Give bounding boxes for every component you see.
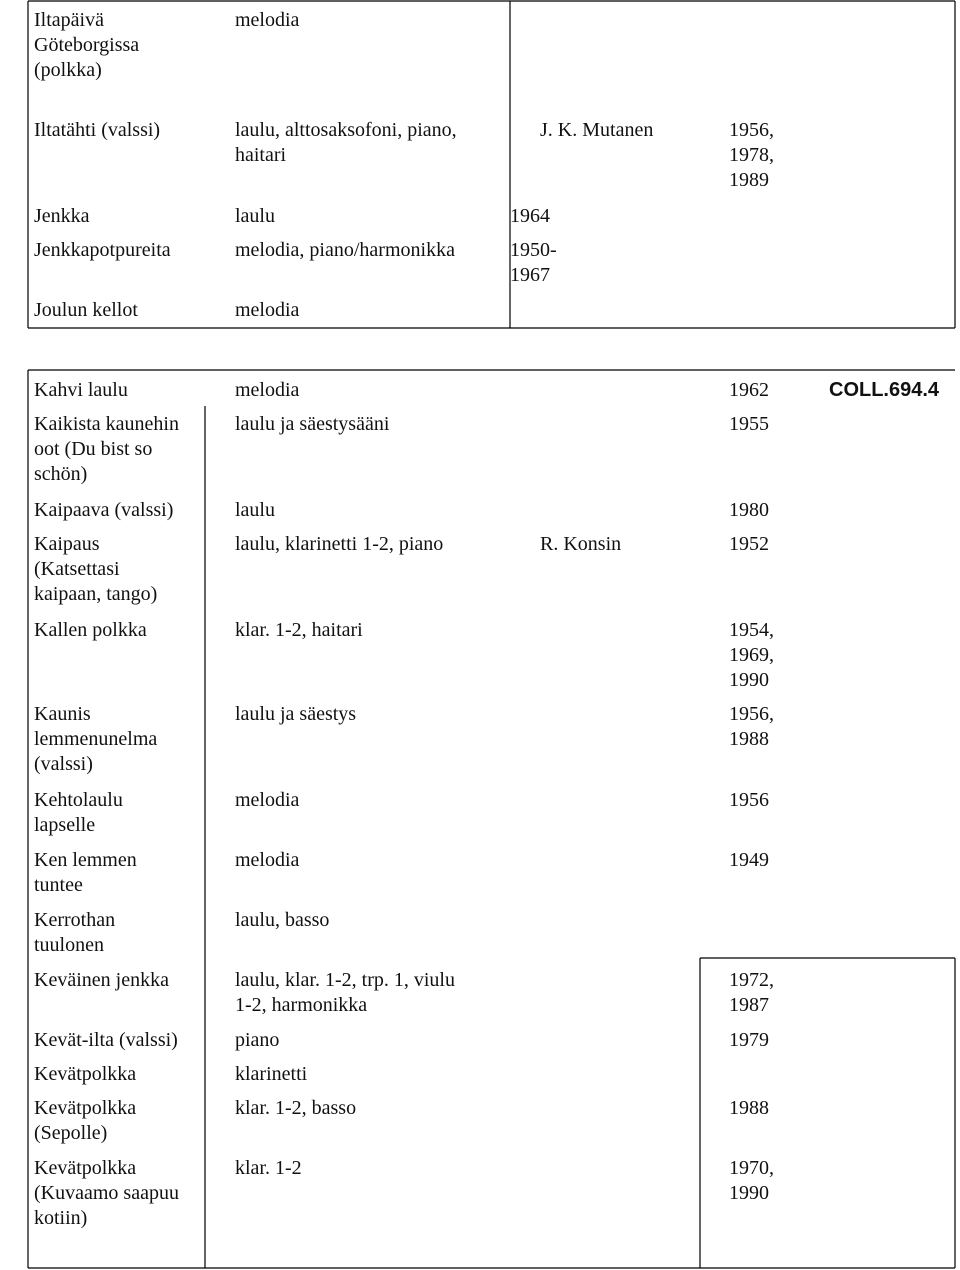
- work-title: Kaipaus (Katsettasi kaipaan, tango): [34, 533, 158, 605]
- table-row: [30, 372, 954, 406]
- years: 1972, 1987: [729, 969, 774, 1016]
- arranger: J. K. Mutanen: [540, 119, 654, 141]
- years: 1964: [510, 205, 550, 227]
- work-title: Kahvi laulu: [34, 379, 128, 401]
- instrumentation: klar. 1-2: [235, 1157, 302, 1179]
- work-title: Ken lemmen tuntee: [34, 849, 137, 896]
- instrumentation: melodia: [235, 379, 300, 401]
- work-title: Kehtolaulu lapselle: [34, 789, 123, 836]
- instrumentation: laulu ja säestysääni: [235, 413, 390, 435]
- table-row: [30, 696, 954, 782]
- instrumentation: melodia: [235, 299, 300, 321]
- years: 1952: [729, 533, 769, 555]
- instrumentation: melodia: [235, 849, 300, 871]
- collection-code: COLL.694.4: [829, 379, 940, 401]
- work-title: Kaunis lemmenunelma (valssi): [34, 703, 158, 775]
- instrumentation: melodia: [235, 9, 300, 31]
- table-row: [30, 198, 954, 232]
- years: 1980: [729, 499, 769, 521]
- work-title: Kevätpolkka (Sepolle): [34, 1097, 137, 1144]
- years: 1949: [729, 849, 769, 871]
- work-title: Joulun kellot: [34, 299, 138, 321]
- table-row: [30, 2, 954, 112]
- table-row: [30, 406, 954, 492]
- table-row: [30, 492, 954, 526]
- work-title: Iltatähti (valssi): [34, 119, 161, 141]
- works-table-1: [30, 2, 954, 327]
- work-title: Kaipaava (valssi): [34, 499, 174, 521]
- instrumentation: klar. 1-2, haitari: [235, 619, 363, 641]
- instrumentation: laulu: [235, 499, 275, 521]
- years: 1956, 1988: [729, 703, 774, 750]
- table-row: [30, 112, 954, 198]
- years: 1956: [729, 789, 769, 811]
- work-title: Jenkkapotpureita: [34, 239, 171, 261]
- work-title: Kevät-ilta (valssi): [34, 1029, 178, 1051]
- table-row: [30, 292, 954, 327]
- work-title: Iltapäivä Göteborgissa (polkka): [34, 9, 140, 81]
- table-row: [30, 1056, 954, 1090]
- table-row: [30, 526, 954, 612]
- work-title: Kevätpolkka (Kuvaamo saapuu kotiin): [34, 1157, 179, 1229]
- work-title: Keväinen jenkka: [34, 969, 169, 991]
- work-title: Kerrothan tuulonen: [34, 909, 116, 956]
- arranger: R. Konsin: [540, 533, 622, 555]
- table-row: [30, 1150, 954, 1256]
- table-row: [30, 842, 954, 902]
- table-row: [30, 962, 954, 1022]
- table-row: [30, 1022, 954, 1056]
- years: 1962: [729, 379, 769, 401]
- work-title: Kevätpolkka: [34, 1063, 137, 1085]
- table-row: [30, 1090, 954, 1150]
- works-table-2: [30, 372, 954, 1256]
- years: 1956, 1978, 1989: [729, 119, 774, 191]
- instrumentation: laulu ja säestys: [235, 703, 357, 725]
- years: 1955: [729, 413, 769, 435]
- instrumentation: laulu, klarinetti 1-2, piano: [235, 533, 444, 555]
- instrumentation: melodia, piano/harmonikka: [235, 239, 455, 261]
- years: 1954, 1969, 1990: [729, 619, 774, 691]
- instrumentation: laulu, klar. 1-2, trp. 1, viulu 1-2, harmonikka: [235, 969, 455, 1016]
- work-title: Kallen polkka: [34, 619, 147, 641]
- instrumentation: klar. 1-2, basso: [235, 1097, 357, 1119]
- instrumentation: laulu, alttosaksofoni, piano, haitari: [235, 119, 457, 166]
- years: 1979: [729, 1029, 769, 1051]
- instrumentation: klarinetti: [235, 1063, 308, 1085]
- instrumentation: laulu: [235, 205, 275, 227]
- table-row: [30, 232, 954, 292]
- table-row: [30, 902, 954, 962]
- years: 1970, 1990: [729, 1157, 774, 1204]
- table-row: [30, 782, 954, 842]
- work-title: Kaikista kaunehin oot (Du bist so schön): [34, 413, 179, 485]
- instrumentation: piano: [235, 1029, 280, 1051]
- years: 1950- 1967: [510, 239, 557, 286]
- instrumentation: melodia: [235, 789, 300, 811]
- instrumentation: laulu, basso: [235, 909, 330, 931]
- work-title: Jenkka: [34, 205, 90, 227]
- years: 1988: [729, 1097, 769, 1119]
- table-row: [30, 612, 954, 696]
